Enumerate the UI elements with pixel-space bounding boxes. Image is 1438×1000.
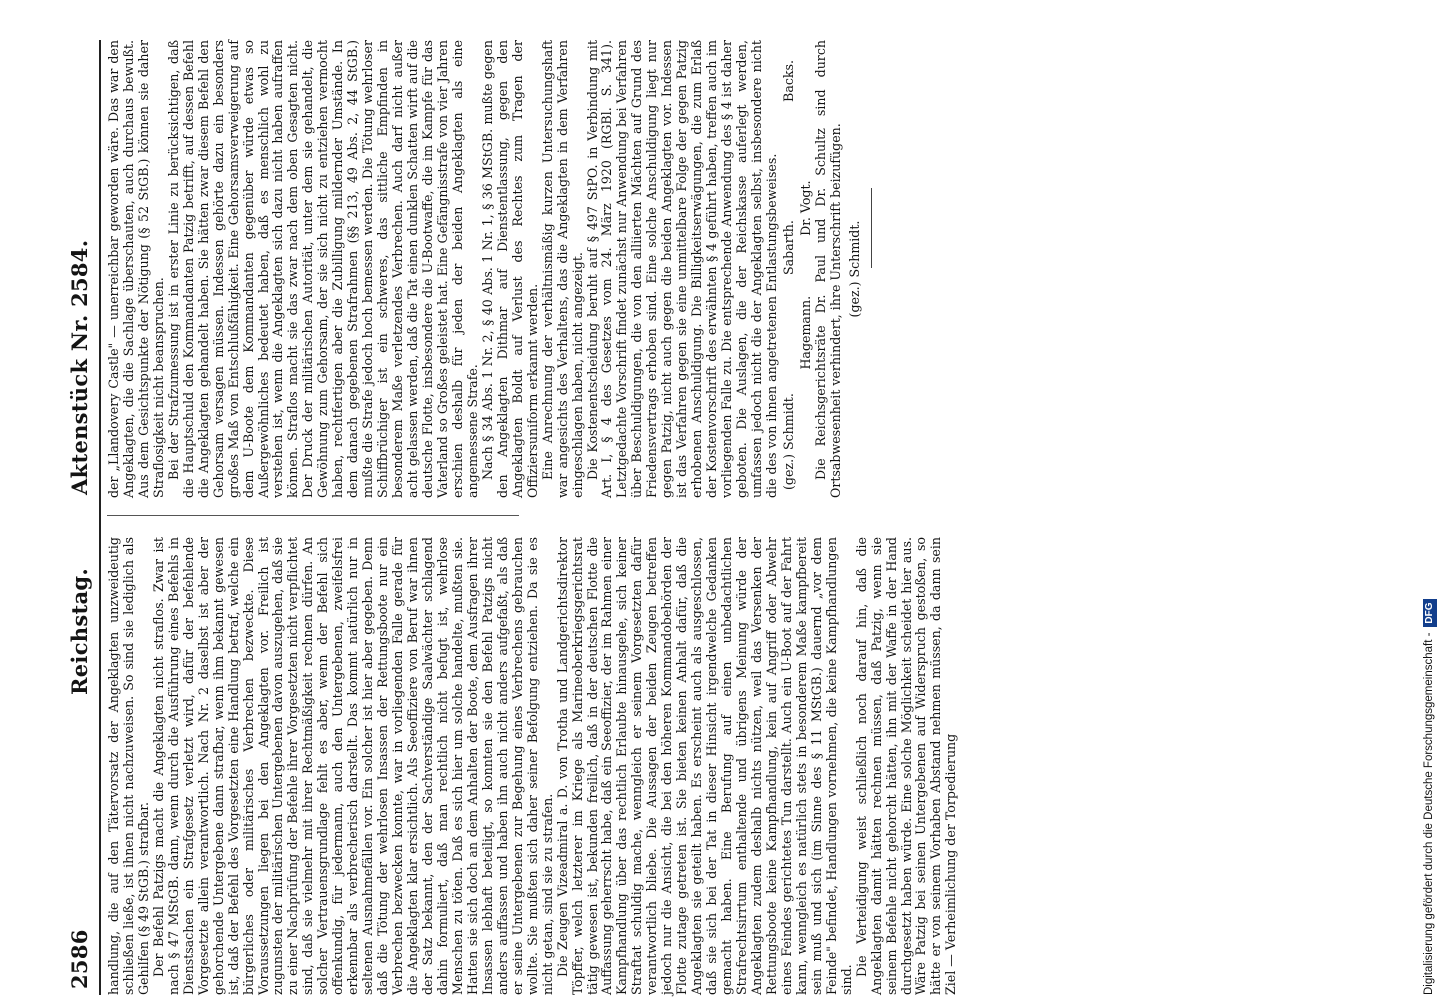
column-divider — [107, 515, 519, 516]
signature-row — [797, 40, 814, 498]
paragraph: Die Kostenentscheidung beruht auf § 497 StPO. in Verbindung mit Art. I, § 4 des Gesetzes vom 24. März 1920 (RGBl. S. 341). Letztgedachte Vorschrift findet zunächst nur Anwendung bei Verfahren über Beschuldigungen, die von den alliierten Mächten auf Grund des Friedensvertrags erhoben sind. Eine solche Anschuldigung liegt nur gegen Patzig, nicht auch gegen die beiden Angeklagten vor. Indessen ist das Verfahren gegen sie eine unmittelbare Folge der gegen Patzig erhobenen Anschuldigung. Die Billigkeitserwägungen, die zum Erlaß der Kostenvorschrift des erwähnten § 4 geführt haben, treffen auch im vorliegenden Falle zu. Die entsprechende Anwendung des § 4 ist daher geboten. Die Auslagen, die der Reichskasse auferlegt werden, umfassen jedoch nicht die der Angeklagten selbst, insbesondere nicht die des von ihnen angetretenen Entlastungsbeweises. — [584, 40, 779, 498]
rotated-document-page — [55, 40, 959, 995]
dfg-logo: DFG — [1423, 599, 1437, 626]
page-header — [61, 40, 95, 995]
credit-text: Digitalisierung gefördert durch die Deutsche Forschungsgemeinschaft - — [1423, 632, 1435, 995]
digitization-credit — [1420, 5, 1438, 995]
signature: (gez.) Schmidt. — [780, 393, 796, 490]
document-number: Aktenstück Nr. 2584. — [67, 239, 92, 495]
signature: Dr. Vogt. — [797, 180, 813, 236]
signature: Backs. — [780, 60, 796, 102]
paragraph: Die Zeugen Vizeadmiral a. D. von Trotha und Landgerichtsdirektor Töpffer, welch letzterer im Kriege als Marineoberkriegsgerichtsrat tätig gewesen ist, bekunden freilich, daß in der deutschen Flotte die Auffassung geherrscht habe, daß ein Seeoffizier, der im Rahmen einer Kampfhandlung über das rechtlich Erlaubte hinausgehe, sich keiner Straftat schuldig mache, wenngleich er seinem Vorgesetzten dafür verantwortlich bliebe. Die Aussagen der beiden Zeugen betreffen jedoch nur die Ansicht, die bei den höheren Kommandobehörden der Flotte zutage getreten ist. Sie bieten keinen Anhalt dafür, daß die Angeklagten sie geteilt haben. Es erscheint auch als ausgeschlossen, daß sie sich bei der Tat in dieser Hinsicht irgendwelche Gedanken gemacht haben. Eine Berufung auf einen unbedachtlichen Strafrechtsirrtum enthaltende und übrigens Meinung würde der Angeklagten zudem deshalb nichts nützen, weil das Versenken der Rettungsboote keine Kampfhandlung, kein auf Angriff oder Abwehr eines Feindes gerichtetes Tun darstellt. Auch ein U-Boot auf der Fahrt kann, wenngleich es natürlich stets in besonderem Maße kampfbereit sein muß und sich (im Sinne des § 11 MStGB.) dauernd „vor dem Feinde" befindet, Handlungen vornehmen, die keine Kampfhandlungen sind. — [554, 537, 854, 995]
paragraph: Eine Anrechnung der verhältnismäßig kurzen Untersuchungshaft war angesichts des Verhaltens, das die Angeklagten in dem Verfahren eingeschlagen haben, nicht angezeigt. — [539, 40, 585, 498]
paragraph: Nach § 34 Abs. 1 Nr. 2, § 40 Abs. 1 Nr. 1, § 36 MStGB. mußte gegen den Angeklagten Dithmar auf Dienstentlassung, gegen den Angeklagten Boldt auf Verlust des Rechtes zum Tragen der Offiziersuniform erkannt werden. — [479, 40, 540, 498]
right-text-column — [106, 40, 862, 498]
paragraph: Der Befehl Patzigs macht die Angeklagten nicht straflos. Zwar ist nach § 47 MStGB. dann, wenn durch die Ausführung eines Befehls in Dienstsachen ein Strafgesetz verletzt wird, dafür der befehlende Vorgesetzte allein verantwortlich. Nach Nr. 2 daselbst ist aber der gehorchende Untergebene dann strafbar, wenn ihm bekannt gewesen ist, daß der Befehl des Vorgesetzten eine Handlung betraf, welche ein bürgerliches oder militärisches Verbrechen bezweckte. Diese Voraussetzungen liegen bei den Angeklagten vor. Freilich ist zugunsten der militärischen Untergebenen davon auszugehen, daß sie zu einer Nachprüfung der Befehle ihrer Vorgesetzten nicht verpflichtet sind, daß sie vielmehr mit ihrer Rechtmäßigkeit rechnen dürfen. An solcher Vertrauensgrundlage fehlt es aber, wenn der Befehl sich offenkundig, für jedermann, auch den Untergebenen, zweifelsfrei erkennbar als verbrecherisch darstellt. Das kommt natürlich nur in seltenen Ausnahmefällen vor. Ein solcher ist hier aber gegeben. Denn daß die Tötung der wehrlosen Insassen der Rettungsboote nur ein Verbrechen bezwecken konnte, war in vorliegenden Falle gerade für die Angeklagten klar ersichtlich. Als Seeoffiziere von Beruf war ihnen der Satz bekannt, den der Sachverständige Saalwächter schlagend dahin formuliert, daß man rechtlich nicht befugt ist, wehrlose Menschen zu töten. Daß es sich hier um solche handelte, mußten sie. Hatten sie sich doch an dem Anhalten der Boote, dem Ausfragen ihrer Insassen lebhaft beteiligt, so konnten sie den Befehl Patzigs nicht anders auffassen und haben ihn auch nicht anders aufgefaßt, als daß er seine Untergebenen zur Begehung eines Verbrechens gebrauchen wollte. Sie mußten sich daher seiner Befolgung entziehen. Da sie es nicht getan, sind sie zu strafen. — [150, 537, 555, 995]
signature: Sabarth. — [780, 220, 796, 275]
page-title: Reichstag. — [67, 568, 92, 695]
final-signature: (gez.) Schmidt. — [846, 220, 862, 318]
signature: Hagemann. — [797, 295, 813, 370]
closing-paragraph: Die Reichsgerichtsräte Dr. Paul und Dr. Schultz sind durch Ortsabwesenheit verhindert, ihre Unterschrift beizufügen. — [812, 40, 843, 498]
paragraph: Die Verteidigung weist schließlich noch darauf hin, daß die Angeklagten damit hätten rechnen müssen, daß Patzig, wenn sie seinem Befehle nicht gehorcht hätten, ihn mit der Waffe in der Hand durchgesetzt haben würde. Eine solche Möglichkeit scheidet hier aus. Wäre Patzig bei seinen Untergebenen auf Widerspruch gestoßen, so hätte er von seinem Vorhaben Abstand nehmen müssen, da dann sein Ziel — Verheimlichung der Torpedierung — [853, 537, 959, 995]
closing-rule — [871, 188, 872, 268]
paragraph: Bei der Strafzumessung ist in erster Linie zu berücksichtigen, daß die Hauptschuld den Kommandanten Patzig betrifft, auf dessen Befehl die Angeklagten gehandelt haben. Sie hätten zwar diesem Befehl den Gehorsam versagen müssen. Indessen gehörte dazu ein besonders großes Maß von Entschlußfähigkeit. Eine Gehorsamsverweigerung auf dem U-Boote dem Kommandanten gegenüber würde etwas so Außergewöhnliches bedeutet haben, daß es menschlich wohl zu verstehen ist, wenn die Angeklagten sich dazu nicht haben aufraffen können. Straflos macht sie das zwar nach dem oben Gesagten nicht. Der Druck der militärischen Autorität, unter dem sie gehandelt, die Gewöhnung zum Gehorsam, der sie sich nicht zu entziehen vermocht haben, rechtfertigen aber die Zubilligung mildernder Umstände. In dem danach gegebenen Strafrahmen (§§ 213, 49 Abs. 2, 44 StGB.) mußte die Strafe jedoch hoch bemessen werden. Die Tötung wehrloser Schiffbrüchiger ist ein schweres, das sittliche Empfinden in besonderem Maße verletzendes Verbrechen. Auch darf nicht außer acht gelassen werden, daß die Tat einen dunklen Schatten wirft auf die deutsche Flotte, insbesondere die U-Bootwaffe, die im Kampfe für das Vaterland so Großes geleistet hat. Eine Gefängnisstrafe von vier Jahren erschien deshalb für jeden der beiden Angeklagten als eine angemessene Strafe. — [165, 40, 480, 498]
signature-row — [780, 40, 797, 498]
paragraph: der „Llandovery Castle" — unerreichbar geworden wäre. Das war den Angeklagten, die die Sachlage überschauten, auch durchaus bewußt. Aus dem Gesichtspunkte der Nötigung (§ 52 StGB.) können sie daher Straflosigkeit nicht beanspruchen. — [106, 40, 166, 498]
header-divider — [99, 40, 101, 995]
left-text-column — [106, 537, 959, 995]
paragraph: handlung, die auf den Tätervorsatz der Angeklagten unzweideutig schließen ließe, ist ihnen nicht nachzuweisen. So sind sie lediglich als Gehilfen (§ 49 StGB.) strafbar. — [106, 537, 151, 995]
page-number: 2586 — [67, 929, 92, 989]
